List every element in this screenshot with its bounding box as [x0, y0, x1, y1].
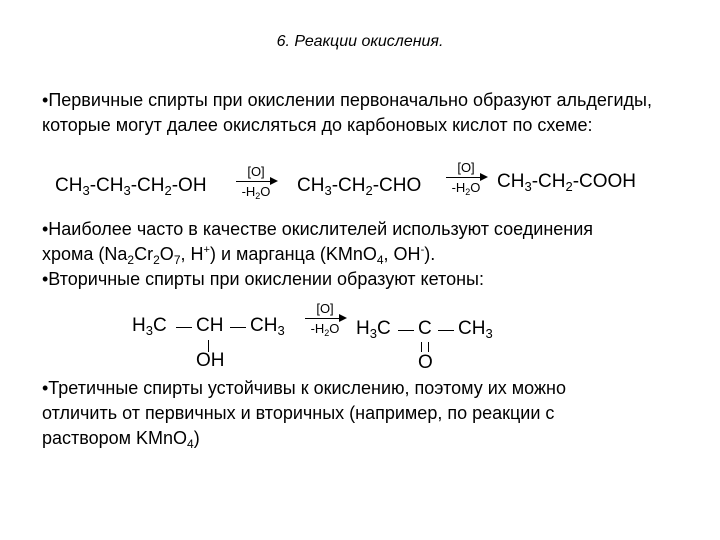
- bond: [230, 327, 246, 328]
- arrow-line: [305, 318, 345, 319]
- reaction-arrow-1: [236, 164, 276, 199]
- paragraph-tertiary-alcohols: [42, 376, 692, 451]
- arrow-reagent: [O]: [457, 160, 475, 175]
- reaction-arrow-2: [446, 160, 486, 195]
- bond: [176, 327, 192, 328]
- arrow-line: [236, 181, 276, 182]
- paragraph-line: хрома ($Na_2Cr_2O_7$, H+) и марганца (KMnO$_4$, OH-).: [42, 244, 436, 267]
- paragraph-primary-alcohols: [42, 88, 692, 138]
- reaction-arrow-3: [305, 301, 345, 336]
- paragraph-oxidizers: [42, 217, 692, 292]
- carbonyl-oxygen: O: [418, 352, 433, 373]
- double-bond: [421, 342, 429, 352]
- paragraph-line: •Вторичные спирты при окислении образуют кетоны:: [42, 269, 484, 289]
- arrow-byproduct: $-H_2O$: [241, 184, 271, 201]
- secondary-alcohol-c2: CH: [196, 315, 224, 336]
- arrow-reagent: [O]: [247, 164, 265, 179]
- arrow-byproduct: $-H_2O$: [310, 321, 340, 338]
- arrow-line: [446, 177, 486, 178]
- secondary-alcohol-c1: $H_3C$: [132, 315, 167, 338]
- paragraph-line: •Наиболее часто в качестве окислителей используют соединения: [42, 219, 594, 239]
- primary-alcohol-formula: $CH_3-CH_3-CH_2-OH$: [55, 175, 207, 198]
- paragraph-line: раствором KMnO$_4$): [42, 428, 200, 451]
- hydroxyl-group: OH: [196, 350, 225, 371]
- slide-title: 6. Реакции окисления.: [276, 33, 444, 50]
- arrow-byproduct: $-H_2O$: [451, 180, 481, 197]
- arrow-reagent: [O]: [316, 301, 334, 316]
- secondary-alcohol-c3: $CH_3$: [250, 315, 285, 338]
- paragraph-line: отличить от первичных и вторичных (например, по реакции с: [42, 403, 555, 423]
- bond: [438, 330, 454, 331]
- carboxylic-acid-formula: $CH_3-CH_2$-COOH: [497, 171, 637, 194]
- aldehyde-formula: $CH_3-CH_2$-CHO: [297, 175, 422, 198]
- bond: [398, 330, 414, 331]
- paragraph-line: •Третичные спирты устойчивы к окислению, поэтому их можно: [42, 378, 566, 398]
- bullet: •: [42, 90, 49, 110]
- ketone-c1: $H_3C$: [356, 318, 391, 341]
- paragraph-text: Первичные спирты при окислении первоначально образуют альдегиды, которые могут далее окисляться до карбоновых кислот по схеме:: [42, 90, 652, 135]
- ketone-c2: C: [418, 318, 432, 339]
- ketone-c3: $CH_3$: [458, 318, 493, 341]
